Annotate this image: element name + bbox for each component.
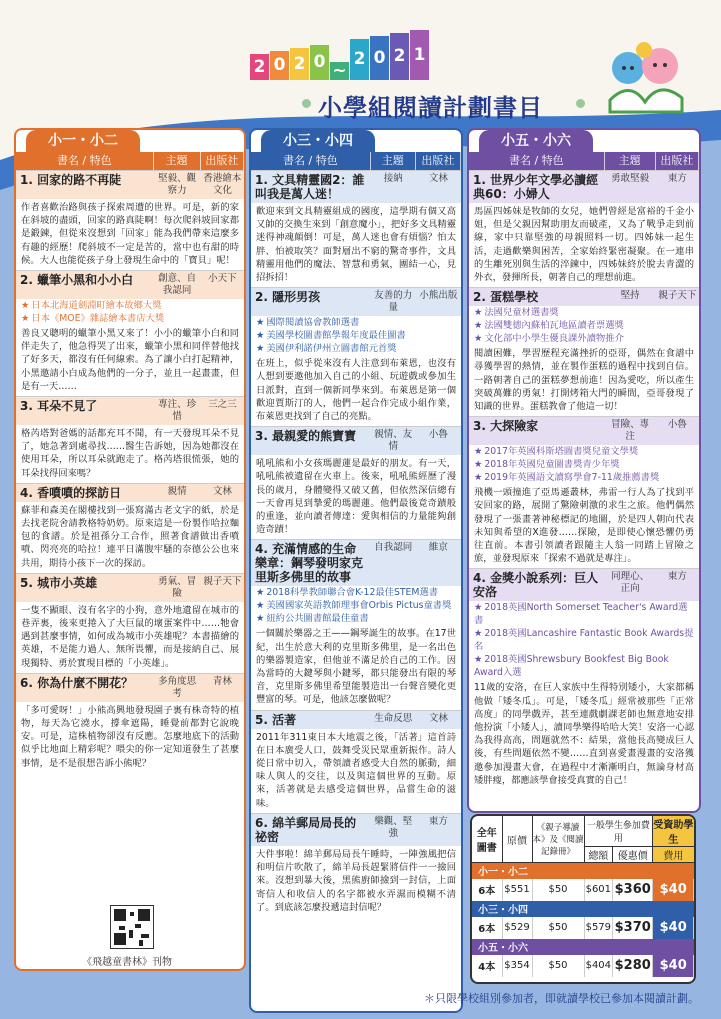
book-theme: 勇敢堅毅 — [611, 173, 650, 184]
book-description: 作者喜歡治路與孩子探索周遭的世界。可是，新的家在斜坡的盡頭，回家的路真陡啊！每次爬斜坡回家都是鍛鍊，但從來沒想到「回家」能為我們帶來這麼多有趣的經歷！爬斜坡不一定是苦的，當中也有甜的時候。大人也能從孩子身上發現生命中的「寶貝」呢！ — [21, 202, 239, 266]
star-icon: ★ — [474, 320, 483, 332]
book-header-row — [16, 574, 244, 602]
award-text: 2018英國Shrewsbury Bookfest Big Book Award入選 — [474, 654, 669, 679]
book-entry — [469, 170, 699, 287]
year-char: 0 — [370, 36, 389, 80]
price-original: $551 — [502, 879, 532, 901]
book-description: 蘇菲和森美在閣樓找到一張寫滿古老文字的紙，於是去找老院舍請教格特奶奶。原來這是一份製作哈拉麵包的食譜。於是祖孫分工合作，照著食譜做出香噴噴、閃亮亮的哈拉！連平日滿腹牢騷的奈德公公也來共用，期待小孩下一次的探訪。 — [21, 504, 239, 569]
book-header-row — [251, 288, 461, 316]
book-description: 吼吼熊和小女孩瑪麗蓮是最好的朋友。有一天，吼吼熊被遺留在火車上。後來，吼吼熊經歷了漫長的歲月，身體變得又破又舊，但依然深信總有一天會再見到摯愛的瑪麗蓮。他們最後竟奇蹟般的重逢，並向讀者傳達：愛與相信的力量能夠創造奇蹟！ — [256, 458, 456, 536]
book-title: 1. 文具精靈國2：誰叫我是萬人迷！ — [255, 173, 365, 201]
book-theme: 親情 — [167, 485, 187, 497]
book-title: 4. 香噴噴的探訪日 — [20, 485, 122, 500]
book-entry — [469, 416, 699, 568]
award-text: 2019年英國語文讀寫學會7-11歲推薦書獎 — [484, 472, 660, 484]
year-char: 2 — [390, 33, 409, 80]
header — [0, 0, 721, 125]
book-entry — [251, 287, 461, 426]
book-award — [16, 299, 244, 312]
price-table — [470, 814, 696, 984]
book-header-row — [469, 171, 699, 203]
book-publisher: 小魯 — [667, 419, 687, 431]
book-description: 一隻不顯眼、沒有名字的小狗，意外地遺留在城市的巷弄裏，後來更捲入了大巨鼠的壞蛋案件中……牠會遇到甚麼事情，如何成為城市小英雄呢？本書描繪的英雄，不是能力過人、無所畏懼，而是接納自己、展現獨特、勇於實現目標的「小英雄」。 — [21, 604, 239, 669]
book-description: 2011年311東日本大地震之後，「活著」這首詩在日本廣受人口，鼓舞受災民眾重新振作。詩人從日常中切入，帶領讀者感受大自然的脈動，細味人與人的交往，以及與這個世界的互動。原來，活著就是去感受這個世界，品嘗生命的滋味。 — [256, 731, 456, 809]
book-entry — [469, 287, 699, 416]
book-description: 大件事啦！綿羊郵局局長午睡時，一陣強風把信和明信片吹散了，綿羊局長趕緊將信件一一撿回來。沒想到暴大後，黑熊廚師撿到一封信，上面寄信人和收信人的名字都被水弄濕而模糊不清了。到底該怎麼投遞這封信呢？ — [256, 848, 456, 913]
award-text: 美國伊利諾伊州立圖書館元首獎 — [266, 343, 397, 355]
book-title: 2. 蛋糕學校 — [473, 290, 539, 305]
table-header-theme: 主題 — [605, 152, 656, 170]
year-char: 2 — [250, 54, 269, 80]
book-entry — [16, 270, 244, 396]
book-award — [469, 627, 699, 653]
qr-label: 《飛越童書林》刊物 — [82, 957, 172, 968]
table-header-publisher: 出版社 — [416, 152, 461, 170]
table-header-publisher: 出版社 — [201, 152, 244, 170]
price-total: $404 — [584, 955, 613, 977]
table-header — [251, 152, 461, 170]
book-publisher: 香港繪本文化 — [203, 173, 242, 196]
price-grid — [472, 816, 694, 977]
book-title: 4. 充滿情感的生命樂章：鋼琴發明家克里斯多佛里的故事 — [255, 542, 364, 585]
price-discount: $370 — [613, 917, 653, 939]
book-title: 5. 城市小英雄 — [20, 575, 98, 590]
book-header-row — [16, 171, 244, 199]
book-publisher: 小天下 — [208, 273, 237, 285]
book-award — [251, 329, 461, 342]
column-tab: 小一・小二 — [26, 130, 140, 152]
column-3 — [467, 128, 701, 813]
star-icon: ★ — [474, 628, 483, 640]
table-header — [469, 152, 699, 170]
column-tab: 小三・小四 — [261, 130, 375, 152]
award-text: 國際閱讀協會教師選書 — [266, 317, 360, 329]
book-theme: 冒險、專注 — [611, 419, 650, 443]
book-entry — [16, 573, 244, 673]
table-header-title: 書名 / 特色 — [469, 152, 605, 170]
price-discount: $360 — [613, 879, 653, 901]
book-theme: 親情、友情 — [374, 429, 413, 453]
book-theme: 生命反思 — [374, 712, 413, 724]
price-fee: $40 — [653, 955, 694, 977]
book-entry — [251, 426, 461, 539]
book-award — [469, 319, 699, 332]
book-publisher: 親子天下 — [203, 575, 242, 587]
hdr-guide: 《親子導讀本》及《閱讀記錄冊》 — [532, 816, 584, 863]
title-dot-right — [576, 99, 585, 108]
price-original: $354 — [502, 955, 532, 977]
book-award — [469, 653, 699, 679]
book-award — [251, 599, 461, 612]
book-description: 格芮塔對爸媽的話都充耳不聞，有一天發現耳朵不見了，她急著到處尋找……醫生告訴她，因為她都沒在使用耳朵，所以耳朵就跑走了。格芮塔很慌張，她的耳朵找得回來嗎？ — [21, 428, 239, 479]
table-header-theme: 主題 — [154, 152, 201, 170]
book-award — [469, 306, 699, 319]
price-guide: $50 — [532, 955, 584, 977]
footnote: ＊只限學校組別參加者，即就讀學校已參加本閱讀計劃。 — [424, 992, 699, 1005]
hdr-discount: 優惠價 — [613, 847, 653, 863]
book-description: 歡迎來到文具精靈組成的國度，這學期有個又高又帥的交換生來到「創意魔小」，把好多文具精靈迷得神魂顛倒！可是，萬人迷也會有煩惱？怕太胖、怕被取笑？面對層出不窮的驚奇事件，文具精靈用他們的魔法、智慧和勇氣，團結一心，見招拆招！ — [256, 206, 456, 284]
star-icon: ★ — [474, 307, 483, 319]
book-publisher: 維京 — [428, 542, 448, 554]
book-header-row — [469, 569, 699, 601]
price-books: 6本 — [472, 917, 502, 939]
star-icon: ★ — [256, 330, 265, 342]
reading-kids-logo-icon — [600, 40, 690, 120]
table-header-theme: 主題 — [371, 152, 416, 170]
column-2 — [249, 128, 463, 1013]
hdr-subsidy: 受資助學生 — [653, 816, 694, 847]
star-icon: ★ — [256, 317, 265, 329]
book-description: 閱讀困難，學習歷程充滿挫折的亞哥，偶然在食譜中尋獲學習的熱情，並在製作蛋糕的過程中找到自信。一路朝著自己的蛋糕夢想前進！因為愛吃，所以產生突破萬難的勇氣！打開烤箱大門的瞬間，亞哥發現了知識的世界。蛋糕教會了他這一切！ — [474, 348, 694, 413]
star-icon: ★ — [256, 343, 265, 355]
book-title: 1. 世界少年文學必讀經典60：小婦人 — [473, 173, 599, 201]
year-char: 0 — [270, 51, 289, 80]
book-title: 1. 回家的路不再陡 — [20, 173, 122, 187]
book-header-row — [251, 427, 461, 455]
year-char: ~ — [330, 62, 349, 80]
table-header-publisher: 出版社 — [656, 152, 699, 170]
award-text: 2018年英國兒童圖書獎青少年獎 — [484, 459, 620, 471]
book-theme: 多角度思考 — [158, 675, 197, 699]
book-description: 11歲的安洛，在巨人家族中生得特別矮小，大家都稱他做「矮冬瓜」。可是，「矮冬瓜」經常被那些「正常高度」的同學戲弄，甚至連戲劇課老師也無意地安排他扮演「小矮人」，讀同學樂得哈哈大笑！安洛一心認為我得高高，問題就然不：結果，當他長高變成巨人後，有些問題依然不變……直到喜愛畫漫畫的安洛獲邀參加漫畫大會，在過程中才漸漸明白，無論身材高矮胖瘦，都應該學會接受真實的自己！ — [474, 682, 694, 786]
book-list — [16, 170, 244, 969]
book-entry — [251, 170, 461, 287]
price-total: $579 — [584, 917, 613, 939]
book-title: 6. 綿羊郵局局長的祕密 — [255, 815, 357, 844]
price-discount: $280 — [613, 955, 653, 977]
book-theme: 友善的力量 — [374, 290, 413, 314]
book-publisher: 親子天下 — [658, 290, 697, 302]
title-dot-left — [302, 99, 311, 108]
star-icon: ★ — [256, 613, 265, 625]
book-list — [251, 170, 461, 1011]
book-award — [469, 332, 699, 345]
book-theme: 接納 — [383, 173, 403, 184]
price-guide: $50 — [532, 917, 584, 939]
award-text: 日本北海道劍淵町繪本故鄉大獎 — [31, 300, 162, 312]
book-title: 2. 隱形男孩 — [255, 290, 321, 305]
award-text: 2018科學教師聯合會K-12最佳STEM選書 — [266, 587, 439, 599]
price-guide: $50 — [532, 879, 584, 901]
star-icon: ★ — [474, 602, 483, 614]
book-header-row — [16, 271, 244, 299]
book-theme: 創意、自我認同 — [158, 273, 197, 297]
book-award — [469, 458, 699, 471]
book-theme: 同理心、正向 — [611, 571, 650, 595]
book-theme: 堅毅、觀察力 — [158, 173, 197, 196]
price-fee: $40 — [653, 879, 694, 901]
book-publisher: 文林 — [428, 173, 448, 184]
star-icon: ★ — [474, 459, 483, 471]
year-char: 1 — [410, 30, 429, 80]
award-text: 美國學校圖書館學報年度最佳圖書 — [266, 330, 406, 342]
book-title: 2. 蠟筆小黑和小小白 — [20, 273, 134, 288]
hdr-member: 一般學生參加費用 — [584, 816, 653, 847]
price-group-label: 小五・小六 — [472, 939, 694, 955]
year-banner — [250, 30, 430, 80]
award-text: 美國國家英語教師理事會Orbis Pictus童書獎 — [266, 600, 452, 612]
star-icon: ★ — [474, 333, 483, 345]
book-title: 3. 大探險家 — [473, 419, 539, 434]
book-theme: 樂觀、堅強 — [374, 815, 413, 839]
book-award — [251, 316, 461, 329]
book-header-row — [251, 540, 461, 586]
star-icon: ★ — [256, 587, 265, 599]
price-fee: $40 — [653, 917, 694, 939]
price-total: $601 — [584, 879, 613, 901]
award-text: 日本《MOE》雜誌繪本書店大獎 — [31, 313, 165, 325]
price-original: $529 — [502, 917, 532, 939]
star-icon: ★ — [474, 654, 483, 666]
book-description: 馬區四姊妹是牧師的女兒，她們曾經是富裕的千金小姐，但是父親因幫助朋友而破產，又為了戰爭走到前線，家中只靠堅強的母親照料一切。四姊妹一起生活，走過歡樂與困苦，全家始終緊密凝聚。在一連串的生離死別與生活的淬鍊中，四姊妹終於脫去青澀的外衣，發揮所長，朝著自己的理想前進。 — [474, 206, 694, 284]
award-text: 法國兒童材選書獎 — [484, 307, 559, 319]
book-header-row — [251, 711, 461, 729]
book-award — [469, 601, 699, 627]
book-title: 3. 耳朵不見了 — [20, 399, 98, 414]
year-char: 0 — [310, 45, 329, 80]
book-publisher: 東方 — [428, 815, 448, 827]
book-header-row — [251, 171, 461, 203]
price-group-label: 小一・小二 — [472, 863, 694, 879]
book-header-row — [16, 397, 244, 425]
year-char: 2 — [290, 48, 309, 80]
book-theme: 專注、珍惜 — [158, 399, 197, 423]
table-header-title: 書名 / 特色 — [16, 152, 154, 170]
book-entry — [251, 813, 461, 917]
book-publisher: 文林 — [212, 485, 232, 497]
book-title: 5. 活著 — [255, 712, 297, 727]
hdr-total: 總額 — [584, 847, 613, 863]
book-theme: 勇氣、冒險 — [158, 575, 197, 599]
price-group-label: 小三・小四 — [472, 901, 694, 917]
year-char: 2 — [350, 39, 369, 80]
book-description: 一個關於樂器之王——鋼琴誕生的故事。在17世紀，出生於意大利的克里斯多佛里，是一名出色的樂器製造家，但他並不滿足於自己的工作。因為當時的大鍵琴與小鍵琴，都只能發出有限的琴音，克里斯多佛里希望能製造出一台聲音變化更豐富的琴。可是，他該怎麼做呢？ — [256, 628, 456, 706]
book-entry — [251, 539, 461, 709]
book-publisher: 小熊出版 — [419, 290, 458, 302]
award-text: 2017年英國科斯塔圖書獎兒童文學獎 — [484, 446, 639, 458]
hdr-fee: 費用 — [653, 847, 694, 863]
book-header-row — [16, 674, 244, 702]
book-header-row — [469, 417, 699, 445]
book-award — [251, 586, 461, 599]
book-publisher: 文林 — [428, 712, 448, 724]
book-entry — [16, 170, 244, 270]
price-books: 6本 — [472, 879, 502, 901]
book-description: 「多可愛呀！」小熊高興地發現園子裏有株奇特的植物，每天為它澆水，撐傘遮陽，睡覺前都對它說晚安。可是，這株植物卻沒有反應。怎麼地底下的活動似乎比地面上精彩呢？喂尖的你一定知道發生了甚麼事情，是不是很想告訴小熊呢？ — [21, 704, 239, 769]
price-books: 4本 — [472, 955, 502, 977]
star-icon: ★ — [256, 600, 265, 612]
award-text: 文化部中小學生優良課外讀物推介 — [484, 333, 624, 345]
star-icon: ★ — [21, 313, 30, 325]
book-entry — [16, 396, 244, 483]
book-award — [251, 342, 461, 355]
book-publisher: 東方 — [667, 173, 687, 184]
book-publisher: 三之三 — [208, 399, 237, 411]
book-award — [469, 445, 699, 458]
book-theme: 自我認同 — [374, 542, 413, 554]
table-header-title: 書名 / 特色 — [251, 152, 371, 170]
book-award — [251, 612, 461, 625]
book-title: 6. 你為什麼不開花？ — [20, 675, 134, 690]
book-header-row — [469, 288, 699, 306]
book-list — [469, 170, 699, 811]
column-1 — [14, 128, 246, 971]
book-award — [16, 312, 244, 325]
book-header-row — [251, 814, 461, 846]
book-entry — [16, 483, 244, 573]
table-header — [16, 152, 244, 170]
book-award — [469, 471, 699, 484]
book-publisher: 青林 — [212, 675, 232, 687]
award-text: 2018英國North Somerset Teacher's Award選書 — [474, 602, 688, 627]
book-publisher: 東方 — [667, 571, 687, 583]
book-title: 3. 最親愛的熊寶寶 — [255, 429, 357, 444]
page-title: 小學組閱讀計劃書目 — [318, 94, 543, 122]
book-header-row — [16, 484, 244, 502]
star-icon: ★ — [474, 472, 483, 484]
star-icon: ★ — [474, 446, 483, 458]
book-theme: 堅持 — [620, 290, 640, 302]
book-description: 善良又聰明的蠟筆小黑又來了！小小的蠟筆小白和同伴走失了，他急得哭了出來，蠟筆小黑和同伴替他找了好多天，都沒有任何線索。為了讓小白打起精神，小黑邀請小白成為他們的一分子，並且一起畫畫，但是有一天…… — [21, 328, 239, 392]
qr-code[interactable] — [110, 905, 154, 949]
hdr-original: 原價 — [502, 816, 532, 863]
column-tab: 小五・小六 — [479, 130, 593, 152]
book-description: 飛機一頭撞進了亞馬遜叢林，弗雷一行人為了找到平安回家的路，展開了驚險刺激的求生之旅。他們偶然發現了一張畫著神秘標記的地圖，於是四人朝向代表未知與希望的X進發……探險，是即使心懷恐懼仍勇往直前。本書引領讀者跟隨主人翁一同踏上冒險之旅，並發現原來「探索不過就是專注」。 — [474, 487, 694, 565]
award-text: 2018英國Lancashire Fantastic Book Awards提名 — [474, 628, 694, 653]
award-text: 法國雙德內蘇柏瓦地區讀者票選獎 — [484, 320, 624, 332]
book-title: 4. 金獎小說系列：巨人安洛 — [473, 571, 599, 600]
book-description: 在班上，似乎從來沒有人注意到布萊恩，也沒有人想到要邀他加入自己的小組、玩遊戲或參加生日派對，直到一個新同學來到。布萊恩是第一個歡迎賈斯汀的人，他們一起合作完成小組作業，布萊恩更找到了自己的亮點。 — [256, 358, 456, 423]
book-entry — [16, 673, 244, 773]
star-icon: ★ — [21, 300, 30, 312]
book-publisher: 小魯 — [428, 429, 448, 441]
book-entry — [469, 568, 699, 790]
hdr-books: 全年圖書 — [472, 816, 502, 863]
book-entry — [251, 710, 461, 813]
award-text: 紐約公共圖書館最佳童書 — [266, 613, 369, 625]
